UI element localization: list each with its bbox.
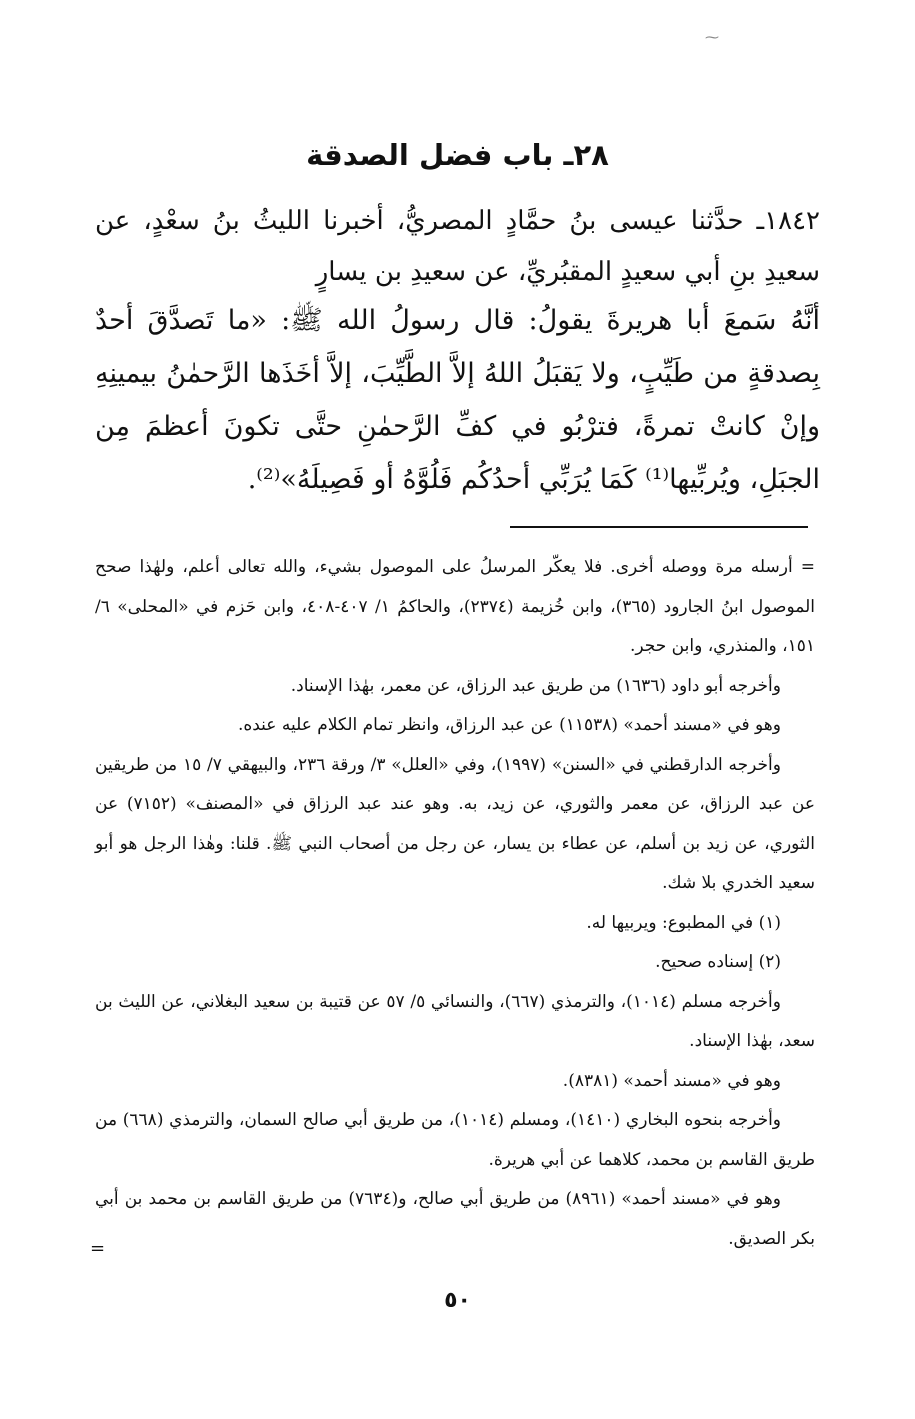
footnote-paragraph: وأخرجه أبو داود (١٦٣٦) من طريق عبد الرزاق، عن معمر، بهٰذا الإسناد. <box>290 675 781 696</box>
corner-mark: ⁓ <box>705 30 719 46</box>
chapter-title: ٢٨ـ باب فضل الصدقة <box>306 138 609 172</box>
footnote-separator <box>510 526 808 528</box>
footnote-1: (١) في المطبوع: ويربيها له. <box>586 912 781 933</box>
footnote-paragraph: وهو في «مسند أحمد» (٨٩٦١) من طريق أبي صالح، و(٧٦٣٤) من طريق القاسم بن محمد بن أبي بكر الصديق. <box>95 1189 815 1249</box>
footnote-continuation: = أرسله مرة ووصله أخرى. فلا يعكّر المرسلُ على الموصول بشيء، والله تعالى أعلم، ولهٰذا صحح الموصول ابنُ الجارود (٣٦٥)، وابن خُزيمة (٢٣٧٤)، والحاكمُ ١/ ٤٠٧-٤٠٨، وابن حَزم في «المحلى» ٦/ ١٥١، والمنذري، وابن حجر. <box>95 557 815 656</box>
footnote-paragraph: وأخرجه بنحوه البخاري (١٤١٠)، ومسلم (١٠١٤)، من طريق أبي صالح السمان، والترمذي (٦٦٨) من طريق القاسم بن محمد، كلاهما عن أبي هريرة. <box>95 1110 815 1170</box>
footnote-paragraph: وأخرجه الدارقطني في «السنن» (١٩٩٧)، وفي «العلل» ٣/ ورقة ٢٣٦، والبيهقي ٧/ ١٥ من طريقين عن عبد الرزاق، عن معمر والثوري، عن زيد، به. وهو عند عبد الرزاق في «المصنف» (٧١٥٢) عن الثوري، عن زيد بن أسلم، عن عطاء بن يسار، عن رجل من أصحاب النبي ﷺ. قلنا: وهٰذا الرجل هو أبو سعيد الخدري بلا شك. <box>95 754 816 893</box>
footnote-paragraph: وأخرجه مسلم (١٠١٤)، والترمذي (٦٦٧)، والنسائي ٥/ ٥٧ عن قتيبة بن سعيد البغلاني، عن الليث بن سعد، بهٰذا الإسناد. <box>95 991 815 1051</box>
hadith-isnad: ١٨٤٢ـ حدَّثنا عيسى بنُ حمَّادٍ المصريُّ، أخبرنا الليثُ بنُ سعْدٍ، عن سعيدِ بنِ أبي سعيدٍ المقبُريِّ، عن سعيدِ بن يسارٍ <box>95 206 820 287</box>
page-number: ٥٠ <box>444 1288 471 1313</box>
footnote-paragraph: وهو في «مسند أحمد» (١١٥٣٨) عن عبد الرزاق، وانظر تمام الكلام عليه عنده. <box>237 715 781 735</box>
continuation-mark: = <box>90 1238 106 1259</box>
footnotes <box>95 548 815 1259</box>
footnote-2: (٢) إسناده صحيح. <box>655 952 781 972</box>
footnote-paragraph: وهو في «مسند أحمد» (٨٣٨١). <box>562 1070 781 1091</box>
hadith-matn: أنَّهُ سَمعَ أبا هريرةَ يقولُ: قال رسولُ الله ﷺ: «ما تَصدَّقَ أحدٌ بِصدقةٍ من طَيِّبٍ، ولا يَقبَلُ اللهُ إلاَّ الطَّيِّبَ، إلاَّ أخَذَها الرَّحمٰنُ بيمينِهِ وإنْ كانتْ تمرةً، فترْبُو في كفِّ الرَّحمٰنِ حتَّى تكونَ أعظمَ مِن الجبَلِ، ويُربِّيها⁽¹⁾ كَمَا يُرَبِّي أحدُكُم فَلُوَّهُ أو فَصِيلَهُ»⁽²⁾. <box>95 305 820 495</box>
